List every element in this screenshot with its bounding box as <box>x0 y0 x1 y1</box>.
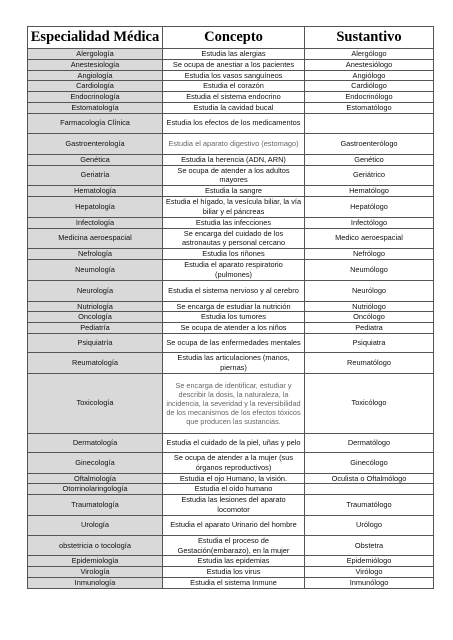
header-specialty: Especialidad Médica <box>28 27 163 49</box>
table-row <box>28 165 434 186</box>
specialty-cell: Endocrinología <box>28 92 163 103</box>
specialty-cell: obstetricia o tocología <box>28 535 163 556</box>
concept-cell: Se encarga de identificar, estudiar y describir la dosis, la naturaleza, la incidencia, la severidad y la reversibilidad de los mecanismos de los efectos tóxicos que producen las sustancias. <box>163 373 305 433</box>
table-row <box>28 133 434 154</box>
specialties-table <box>27 26 434 589</box>
noun-cell: Neurólogo <box>305 280 434 301</box>
table-row <box>28 280 434 301</box>
table-row <box>28 452 434 473</box>
noun-cell: Toxicólogo <box>305 373 434 433</box>
table-row <box>28 312 434 323</box>
concept-cell: Estudia el corazón <box>163 81 305 92</box>
specialty-cell: Oftalmología <box>28 473 163 484</box>
table-row <box>28 92 434 103</box>
table-row <box>28 102 434 113</box>
noun-cell: Urólogo <box>305 515 434 535</box>
specialty-cell: Geriatría <box>28 165 163 186</box>
noun-cell: Oculista o Oftalmólogo <box>305 473 434 484</box>
table-row <box>28 473 434 484</box>
specialty-cell: Gastroenterología <box>28 133 163 154</box>
specialty-cell: Estomatología <box>28 102 163 113</box>
table-row <box>28 352 434 373</box>
concept-cell: Se ocupa de atender a los adultos mayores <box>163 165 305 186</box>
header-row <box>28 27 434 49</box>
noun-cell: Oncólogo <box>305 312 434 323</box>
specialty-cell: Toxicología <box>28 373 163 433</box>
noun-cell: Hepatólogo <box>305 197 434 218</box>
table-row <box>28 495 434 516</box>
header-noun: Sustantivo <box>305 27 434 49</box>
noun-cell: Nefrólogo <box>305 249 434 260</box>
noun-cell: Hematólogo <box>305 186 434 197</box>
specialty-cell: Psiquiatría <box>28 333 163 352</box>
specialty-cell: Angiología <box>28 70 163 81</box>
specialty-cell: Genética <box>28 154 163 165</box>
table-row <box>28 333 434 352</box>
specialty-cell: Hepatología <box>28 197 163 218</box>
table-row <box>28 259 434 280</box>
concept-cell: Se encarga de estudiar la nutrición <box>163 301 305 312</box>
concept-cell: Estudia el proceso de Gestación(embarazo), en la mujer <box>163 535 305 556</box>
noun-cell: Inmunólogo <box>305 577 434 588</box>
concept-cell: Estudia los riñones <box>163 249 305 260</box>
table-row <box>28 484 434 495</box>
document-page <box>27 26 433 589</box>
concept-cell: Estudia el aparato respiratorio (pulmones) <box>163 259 305 280</box>
specialty-cell: Alergología <box>28 49 163 60</box>
concept-cell: Se ocupa de atender a los niños <box>163 323 305 334</box>
concept-cell: Estudia las articulaciones (manos, piernas) <box>163 352 305 373</box>
specialty-cell: Nutriología <box>28 301 163 312</box>
concept-cell: Se ocupa de atender a la mujer (sus órganos reproductivos) <box>163 452 305 473</box>
concept-cell: Estudia la cavidad bucal <box>163 102 305 113</box>
concept-cell: Estudia el aparato digestivo (estomago) <box>163 133 305 154</box>
noun-cell: Estomatólogo <box>305 102 434 113</box>
concept-cell: Estudia el cuidado de la piel, uñas y pelo <box>163 433 305 452</box>
noun-cell: Anestesiólogo <box>305 59 434 70</box>
concept-cell: Estudia el hígado, la vesícula biliar, la vía biliar y el páncreas <box>163 197 305 218</box>
specialty-cell: Epidemiología <box>28 556 163 567</box>
noun-cell: Reumatólogo <box>305 352 434 373</box>
specialty-cell: Ginecología <box>28 452 163 473</box>
concept-cell: Estudia los efectos de los medicamentos <box>163 113 305 133</box>
table-row <box>28 535 434 556</box>
table-row <box>28 217 434 228</box>
table-row <box>28 186 434 197</box>
noun-cell: Endocrinólogo <box>305 92 434 103</box>
noun-cell: Geriátrico <box>305 165 434 186</box>
concept-cell: Se ocupa de las enfermedades mentales <box>163 333 305 352</box>
concept-cell: Estudia el sistema Inmune <box>163 577 305 588</box>
noun-cell: Psiquiatra <box>305 333 434 352</box>
concept-cell: Estudia el ojo Humano, la visión. <box>163 473 305 484</box>
concept-cell: Estudia el aparato Urinario del hombre <box>163 515 305 535</box>
concept-cell: Estudia los vasos sanguíneos <box>163 70 305 81</box>
noun-cell: Ginecólogo <box>305 452 434 473</box>
noun-cell: Angiólogo <box>305 70 434 81</box>
specialty-cell: Nefrología <box>28 249 163 260</box>
concept-cell: Estudia los virus <box>163 567 305 578</box>
noun-cell: Obstetra <box>305 535 434 556</box>
table-row <box>28 81 434 92</box>
specialty-cell: Pediatría <box>28 323 163 334</box>
specialty-cell: Reumatología <box>28 352 163 373</box>
noun-cell: Traumatólogo <box>305 495 434 516</box>
specialty-cell: Medicina aeroespacial <box>28 228 163 249</box>
noun-cell: Virólogo <box>305 567 434 578</box>
table-row <box>28 515 434 535</box>
noun-cell <box>305 484 434 495</box>
noun-cell: Cardiólogo <box>305 81 434 92</box>
table-row <box>28 154 434 165</box>
concept-cell: Estudia el oído humano <box>163 484 305 495</box>
table-row <box>28 567 434 578</box>
noun-cell: Infectólogo <box>305 217 434 228</box>
concept-cell: Estudia las alergias <box>163 49 305 60</box>
concept-cell: Estudia las epidemias <box>163 556 305 567</box>
header-concept: Concepto <box>163 27 305 49</box>
table-row <box>28 323 434 334</box>
concept-cell: Estudia los tumores <box>163 312 305 323</box>
table-row <box>28 49 434 60</box>
concept-cell: Estudia la herencia (ADN, ARN) <box>163 154 305 165</box>
specialty-cell: Cardiología <box>28 81 163 92</box>
concept-cell: Estudia la sangre <box>163 186 305 197</box>
table-row <box>28 301 434 312</box>
concept-cell: Se encarga del cuidado de los astronautas y personal cercano <box>163 228 305 249</box>
specialty-cell: Farmacología Clínica <box>28 113 163 133</box>
noun-cell: Gastroenterólogo <box>305 133 434 154</box>
table-row <box>28 249 434 260</box>
noun-cell: Dermatólogo <box>305 433 434 452</box>
noun-cell: Pediatra <box>305 323 434 334</box>
concept-cell: Estudia las lesiones del aparato locomotor <box>163 495 305 516</box>
table-row <box>28 113 434 133</box>
table-row <box>28 433 434 452</box>
specialty-cell: Infectología <box>28 217 163 228</box>
table-body <box>28 49 434 589</box>
table-row <box>28 556 434 567</box>
specialty-cell: Virología <box>28 567 163 578</box>
noun-cell: Genético <box>305 154 434 165</box>
noun-cell <box>305 113 434 133</box>
noun-cell: Nutriólogo <box>305 301 434 312</box>
specialty-cell: Hematología <box>28 186 163 197</box>
table-row <box>28 373 434 433</box>
specialty-cell: Anestesiología <box>28 59 163 70</box>
table-row <box>28 228 434 249</box>
specialty-cell: Otorrinolaringología <box>28 484 163 495</box>
table-row <box>28 70 434 81</box>
specialty-cell: Urología <box>28 515 163 535</box>
noun-cell: Epidemiólogo <box>305 556 434 567</box>
specialty-cell: Dermatología <box>28 433 163 452</box>
concept-cell: Se ocupa de anestiar a los pacientes <box>163 59 305 70</box>
concept-cell: Estudia el sistema endocrino <box>163 92 305 103</box>
table-row <box>28 577 434 588</box>
specialty-cell: Neumología <box>28 259 163 280</box>
table-row <box>28 59 434 70</box>
noun-cell: Medico aeroespacial <box>305 228 434 249</box>
noun-cell: Alergólogo <box>305 49 434 60</box>
specialty-cell: Oncología <box>28 312 163 323</box>
specialty-cell: Traumatología <box>28 495 163 516</box>
table-row <box>28 197 434 218</box>
concept-cell: Estudia el sistema nervioso y al cerebro <box>163 280 305 301</box>
concept-cell: Estudia las infecciones <box>163 217 305 228</box>
specialty-cell: Inmunología <box>28 577 163 588</box>
noun-cell: Neumólogo <box>305 259 434 280</box>
specialty-cell: Neurología <box>28 280 163 301</box>
